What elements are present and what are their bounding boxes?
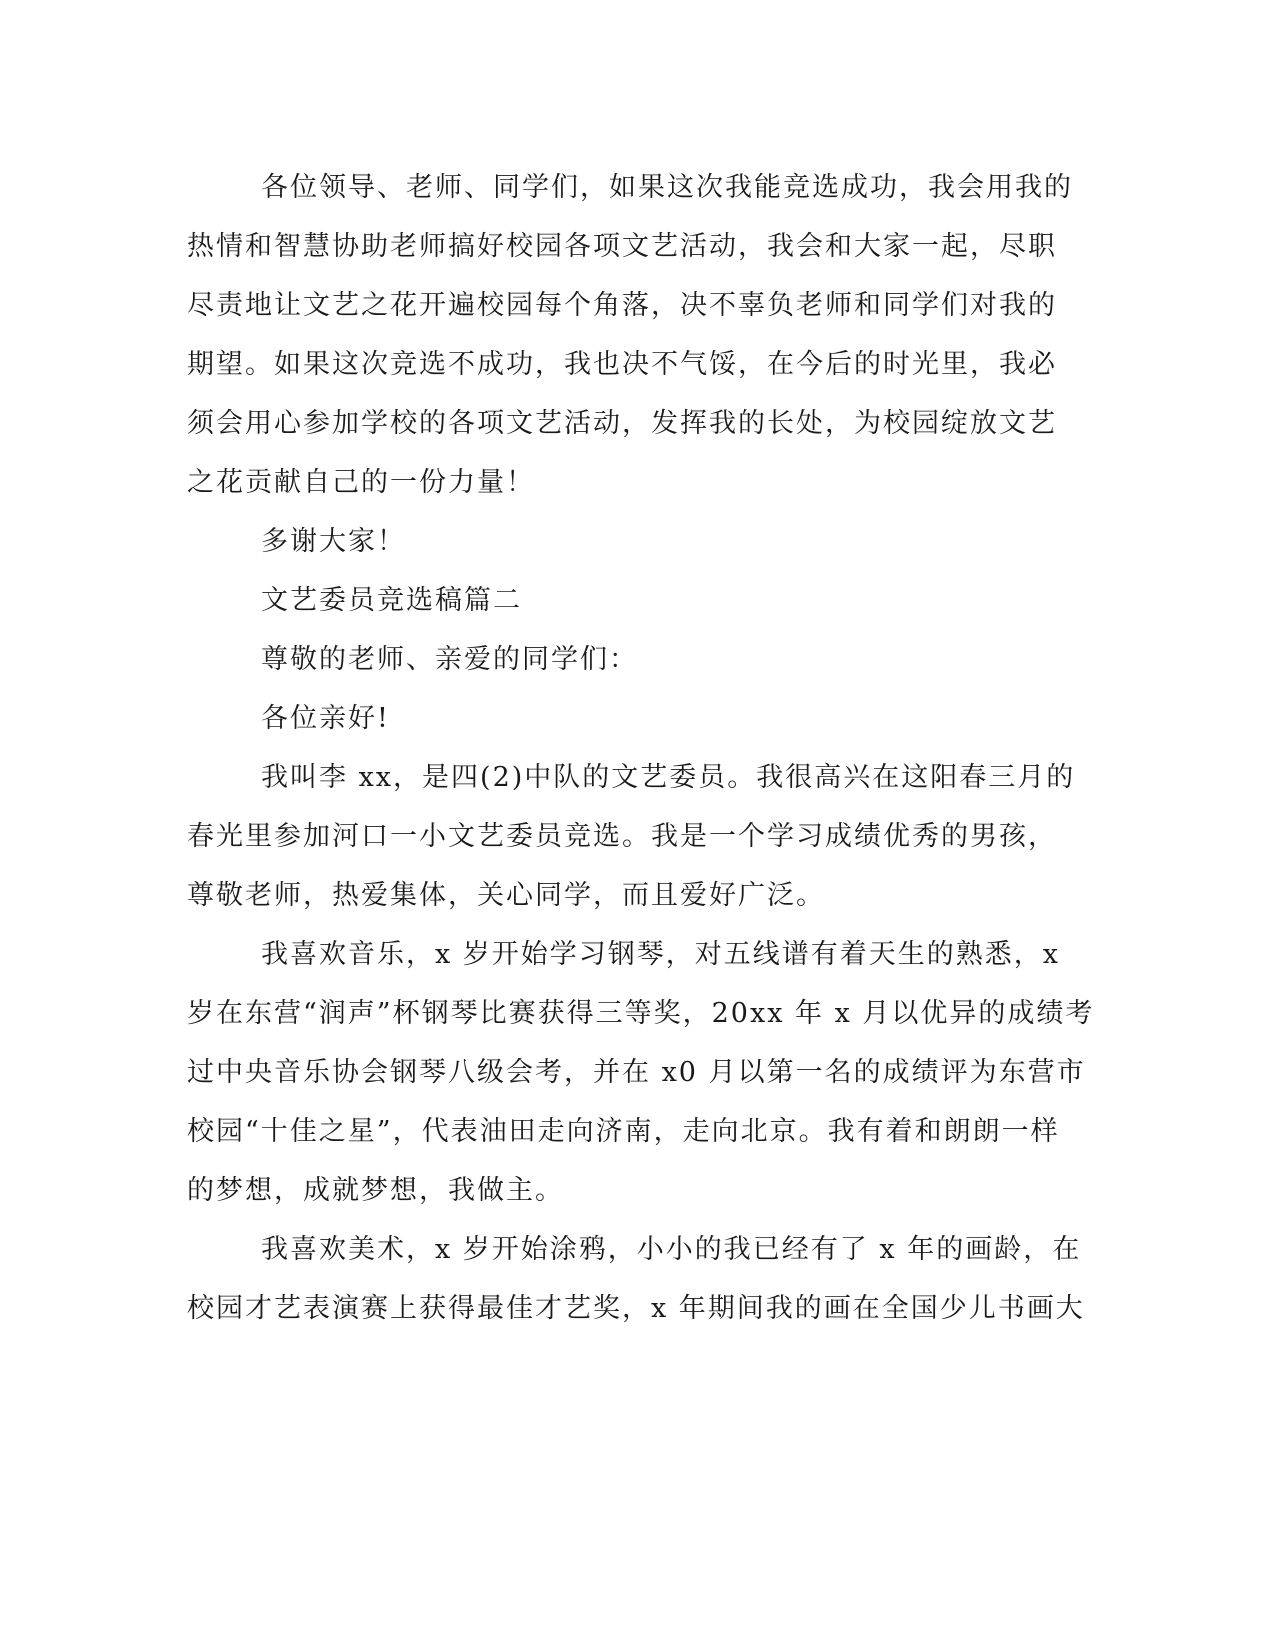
text-line: 尽责地让文艺之花开遍校园每个角落，决不辜负老师和同学们对我的 (187, 290, 1057, 321)
text-line: 我叫李 xx，是四(2)中队的文艺委员。我很高兴在这阳春三月的 (261, 762, 1076, 793)
text-line: 我喜欢音乐，x 岁开始学习钢琴，对五线谱有着天生的熟悉，x (261, 939, 1061, 970)
text-line: 的梦想，成就梦想，我做主。 (187, 1175, 564, 1206)
text-line: 须会用心参加学校的各项文艺活动，发挥我的长处，为校园绽放文艺 (187, 408, 1057, 439)
text-line: 校园“十佳之星”，代表油田走向济南，走向北京。我有着和朗朗一样 (187, 1116, 1060, 1147)
text-line: 我喜欢美术，x 岁开始涂鸦，小小的我已经有了 x 年的画龄，在 (261, 1234, 1082, 1265)
text-line: 多谢大家！ (261, 526, 406, 557)
text-line: 过中央音乐协会钢琴八级会考，并在 x0 月以第一名的成绩评为东营市 (187, 1057, 1086, 1088)
text-line: 之花贡献自己的一份力量！ (187, 467, 535, 498)
text-line: 热情和智慧协助老师搞好校园各项文艺活动，我会和大家一起，尽职 (187, 231, 1057, 262)
text-line: 尊敬老师，热爱集体，关心同学，而且爱好广泛。 (187, 880, 825, 911)
text-line: 岁在东营“润声”杯钢琴比赛获得三等奖，20xx 年 x 月以优异的成绩考 (187, 998, 1095, 1029)
text-line: 各位亲好! (261, 703, 390, 734)
text-line: 尊敬的老师、亲爱的同学们： (261, 644, 638, 675)
text-line: 春光里参加河口一小文艺委员竞选。我是一个学习成绩优秀的男孩， (187, 821, 1057, 852)
text-line: 各位领导、老师、同学们，如果这次我能竞选成功，我会用我的 (261, 172, 1073, 203)
section-heading: 文艺委员竞选稿篇二 (261, 585, 522, 616)
text-line: 校园才艺表演赛上获得最佳才艺奖，x 年期间我的画在全国少儿书画大 (187, 1293, 1085, 1324)
text-line: 期望。如果这次竞选不成功，我也决不气馁，在今后的时光里，我必 (187, 349, 1057, 380)
